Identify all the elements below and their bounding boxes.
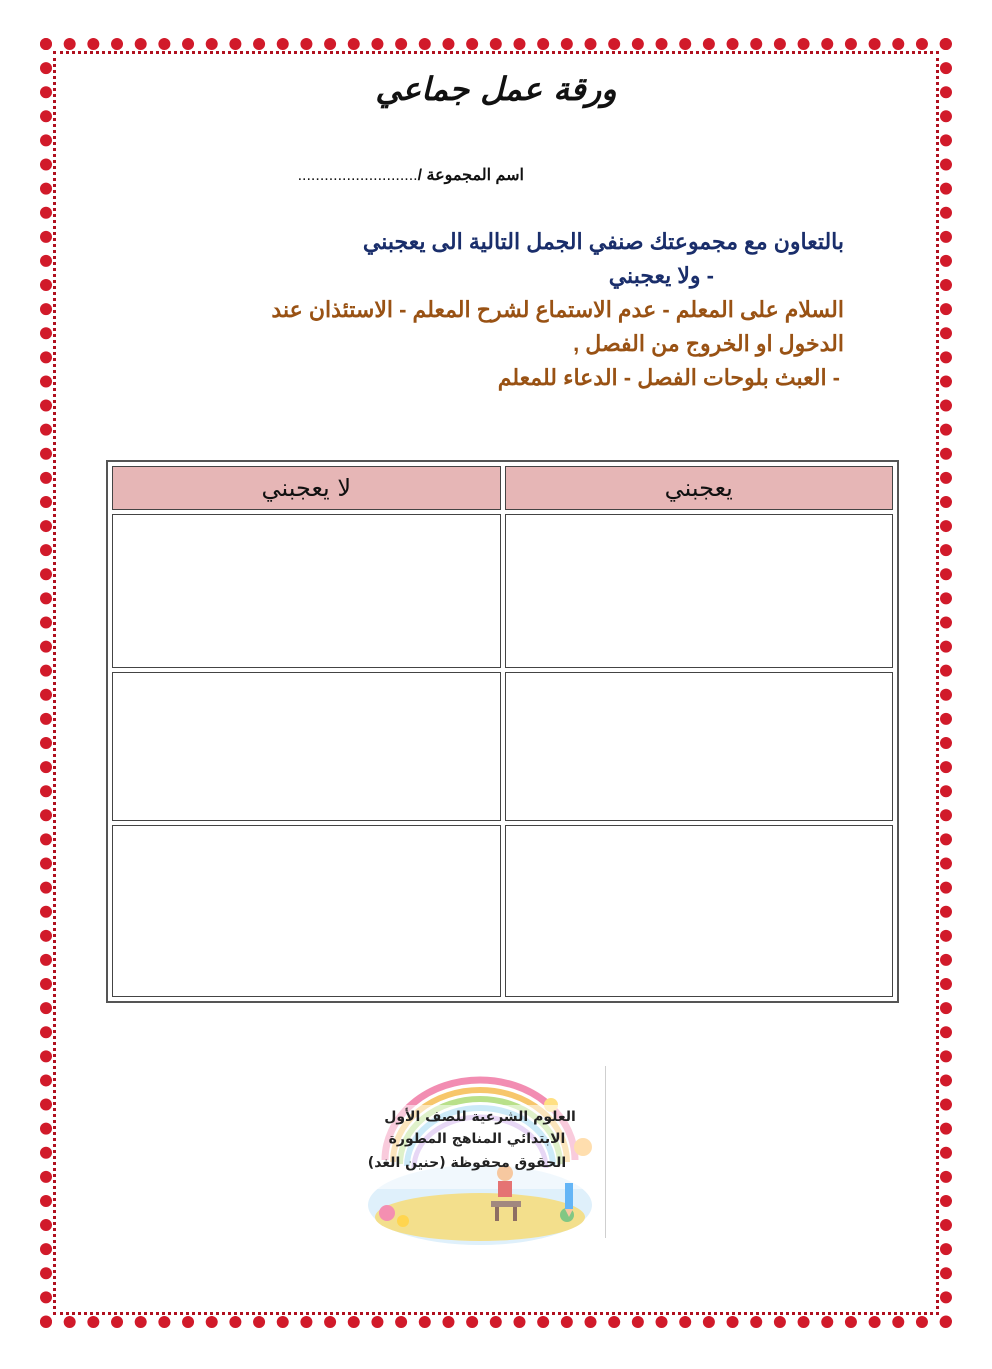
table-header-row: [112, 466, 893, 510]
page-title: ورقة عمل جماعي: [375, 70, 617, 108]
instruction-line-2: - ولا يعجبني: [608, 263, 714, 288]
classification-table: [106, 460, 899, 1003]
dislike-cell[interactable]: [112, 514, 501, 668]
instruction-line-3: السلام على المعلم - عدم الاستماع لشرح المعلم - الاستئذان عند: [271, 297, 844, 322]
dislike-cell[interactable]: [112, 672, 501, 821]
curriculum-logo: [355, 1065, 605, 1245]
table-row: [112, 514, 893, 668]
table-row: [112, 672, 893, 821]
instruction-line-5: - العبث بلوحات الفصل - الدعاء للمعلم: [497, 365, 840, 390]
logo-line-3: الحقوق محفوظة (حنين الغد): [367, 1155, 567, 1171]
header-like: يعجبني: [505, 466, 894, 510]
group-name-label: اسم المجموعة /: [417, 167, 524, 184]
instruction-line-1: بالتعاون مع مجموعتك صنفي الجمل التالية الى يعجبني: [362, 229, 844, 254]
like-cell[interactable]: [505, 514, 894, 668]
logo-line-2: الابتدائي المناهج المطورة: [388, 1131, 566, 1147]
instructions: [164, 225, 844, 395]
like-cell[interactable]: [505, 672, 894, 821]
logo-divider: [605, 1066, 606, 1238]
table-row: [112, 825, 893, 997]
group-name-blank[interactable]: ...........................: [297, 167, 418, 184]
group-name-line: [298, 165, 524, 185]
like-cell[interactable]: [505, 825, 894, 997]
logo-line-1: العلوم الشرعية للصف الأول: [384, 1109, 576, 1125]
dislike-cell[interactable]: [112, 825, 501, 997]
instruction-line-4: الدخول او الخروج من الفصل ,: [573, 331, 844, 356]
header-dislike: لا يعجبني: [112, 466, 501, 510]
